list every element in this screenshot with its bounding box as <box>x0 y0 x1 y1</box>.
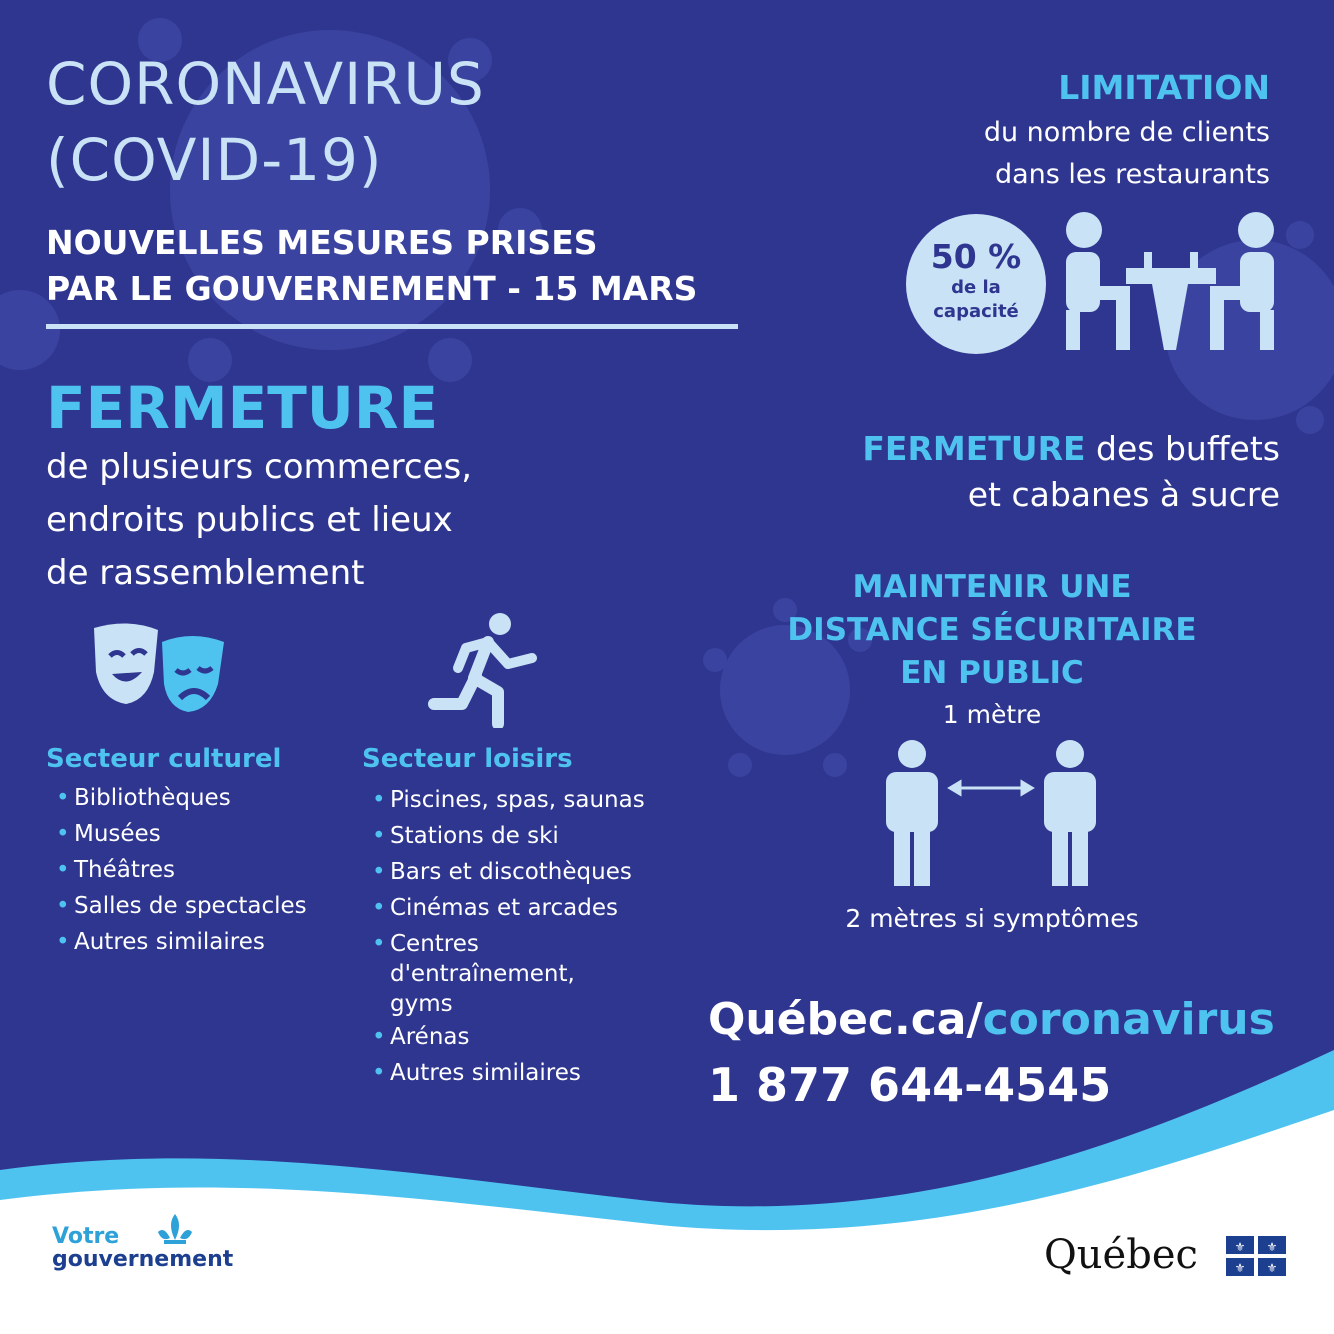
website-prefix: Québec.ca/ <box>708 994 983 1045</box>
limitation-title: LIMITATION <box>1058 68 1270 107</box>
votre-label: Votre <box>52 1224 120 1249</box>
double-arrow-icon <box>950 782 1032 794</box>
list-item: • Bars et discothèques <box>372 859 632 885</box>
limitation-line-2: dans les restaurants <box>994 159 1270 190</box>
buffets-line-2: et cabanes à sucre <box>967 475 1280 514</box>
subtitle-line-1: NOUVELLES MESURES PRISES <box>46 223 598 262</box>
svg-text:⚜: ⚜ <box>1266 1261 1278 1275</box>
svg-text:⚜: ⚜ <box>1234 1240 1246 1254</box>
capacity-badge <box>906 214 1046 354</box>
sector-culturel-list <box>46 780 307 960</box>
title-line-2: (COVID-19) <box>46 126 383 194</box>
header-subtitle <box>46 220 697 312</box>
list-item: • Piscines, spas, saunas <box>372 787 645 813</box>
distance-figure <box>880 740 1104 890</box>
list-item: • Stations de ski <box>372 823 559 849</box>
header-title <box>46 46 485 198</box>
buffets-accent: FERMETURE <box>862 429 1086 468</box>
capacity-label-2: capacité <box>933 301 1019 322</box>
one-meter-label: 1 mètre <box>942 700 1042 729</box>
quebec-flag-icon <box>1226 1236 1286 1276</box>
distance-title-line-3: EN PUBLIC <box>900 655 1084 691</box>
runner-icon <box>428 612 540 728</box>
distance-title-line-1: MAINTENIR UNE <box>852 569 1132 605</box>
list-item: • Musées <box>56 821 161 847</box>
limitation-description <box>984 112 1270 196</box>
buffets-line-1 <box>862 426 1280 472</box>
sector-loisirs-title: Secteur loisirs <box>362 744 573 774</box>
buffets-rest: des buffets <box>1085 429 1280 468</box>
list-item: • Théâtres <box>56 857 175 883</box>
fermeture-line-3: de rassemblement <box>46 553 365 593</box>
fermeture-title: FERMETURE <box>46 374 439 442</box>
sector-culturel-title: Secteur culturel <box>46 744 282 774</box>
person-icon <box>886 740 938 886</box>
list-item-continued: gyms <box>390 991 453 1017</box>
fermeture-line-2: endroits publics et lieux <box>46 500 453 540</box>
svg-text:⚜: ⚜ <box>1266 1240 1278 1254</box>
person-icon <box>1044 740 1096 886</box>
capacity-label-1: de la <box>951 277 1001 298</box>
website-link[interactable] <box>708 994 1275 1045</box>
buffets-block <box>862 426 1280 518</box>
divider-rule <box>46 324 738 329</box>
theatre-masks-icon <box>88 622 228 714</box>
list-item-continued: d'entraînement, <box>390 961 575 987</box>
list-item: • Centres <box>372 931 479 957</box>
limitation-line-1: du nombre de clients <box>983 117 1270 148</box>
svg-text:⚜: ⚜ <box>1234 1261 1246 1275</box>
fermeture-description <box>46 441 472 600</box>
distance-title-line-2: DISTANCE SÉCURITAIRE <box>787 612 1197 648</box>
sector-loisirs-list <box>362 782 645 1091</box>
votre-gouvernement-logo <box>52 1226 233 1272</box>
title-line-1: CORONAVIRUS <box>46 50 485 118</box>
subtitle-line-2: PAR LE GOUVERNEMENT - 15 MARS <box>46 269 698 308</box>
distance-title <box>742 566 1242 695</box>
phone-number: 1 877 644-4545 <box>708 1058 1112 1112</box>
list-item: • Cinémas et arcades <box>372 895 618 921</box>
list-item: • Bibliothèques <box>56 785 231 811</box>
restaurant-table-icon <box>1060 212 1282 354</box>
website-accent: coronavirus <box>982 994 1275 1045</box>
fermeture-line-1: de plusieurs commerces, <box>46 447 473 487</box>
fleur-de-lis-icon <box>150 1214 200 1248</box>
gouvernement-label: gouvernement <box>52 1247 234 1272</box>
list-item: • Autres similaires <box>56 929 265 955</box>
list-item: • Autres similaires <box>372 1060 581 1086</box>
two-meters-label: 2 mètres si symptômes <box>845 904 1139 933</box>
capacity-value: 50 % <box>930 237 1022 276</box>
list-item: • Salles de spectacles <box>56 893 307 919</box>
list-item: • Arénas <box>372 1024 470 1050</box>
quebec-wordmark: Québec <box>1044 1232 1198 1278</box>
